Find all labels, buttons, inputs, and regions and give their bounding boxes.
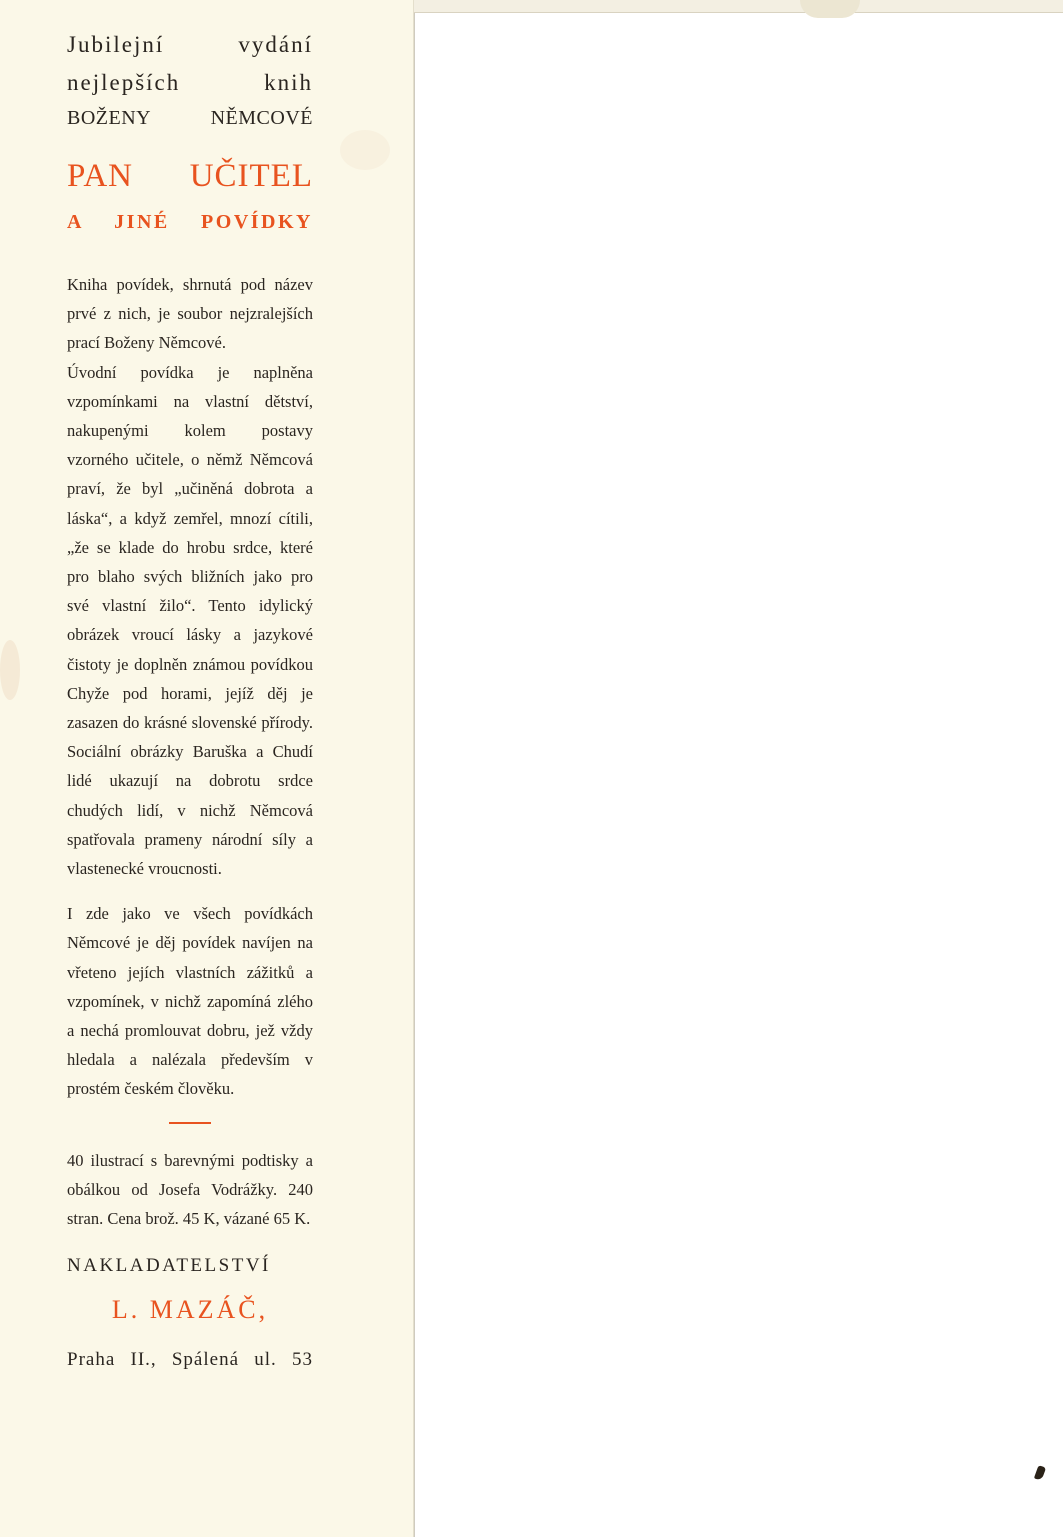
description-paragraph-3: I zde jako ve všech povídkách Němcové je děj povídek navíjen na vřeteno jejích vlastních zážitků a vzpomínek, v nichž zapomíná zlého a nechá promlouvat dobru, jež vždy hledala a nalézala především v prostém českém člověku.	[67, 904, 313, 1099]
paper-stain	[340, 130, 390, 170]
orange-divider	[169, 1122, 211, 1124]
book-subtitle: A JINÉ POVÍDKY	[67, 211, 313, 233]
author-name: BOŽENY NĚMCOVÉ	[67, 107, 313, 129]
top-paper-edge	[414, 0, 1063, 13]
flap-content	[67, 30, 313, 1373]
header-line-1: Jubilejní vydání	[67, 32, 313, 57]
paper-stain	[0, 640, 20, 700]
book-specs: 40 ilustrací s barevnými podtisky a obálkou od Josefa Vodrážky. 240 stran. Cena brož. 45 K, vázané 65 K.	[67, 1150, 313, 1229]
description-paragraph-1: Kniha povídek, shrnutá pod název prvé z nich, je soubor nejzralejších prací Boženy Němcové.	[67, 275, 313, 353]
paper-tear	[800, 0, 860, 18]
publisher-label: NAKLADATELSTVÍ	[67, 1255, 271, 1277]
jacket-flap	[0, 0, 414, 1537]
description-paragraph-2: Úvodní povídka je naplněna vzpomínkami na vlastní dětství, nakupenými kolem postavy vzorného učitele, o němž Němcová praví, že byl „učiněná dobrota a láska“, a když zemřel, mnozí cítili, „že se klade do hrobu srdce, které pro blaho svých bližních jako pro své vlastní žilo“. Tento idylický obrázek vroucí lásky a jazykové čistoty je doplněn známou povídkou Chyže pod horami, jejíž děj je zasazen do krásné slovenské přírody. Sociální obrázky Baruška a Chudí lidé ukazují na dobrotu srdce chudých lidí, v nichž Němcová spatřovala prameny národní síly a vlastenecké vroucnosti.	[67, 362, 313, 879]
publisher-address: Praha II., Spálená ul. 53	[67, 1349, 313, 1371]
publisher-name: L. MAZÁČ,	[111, 1295, 269, 1325]
header-line-2: nejlepších knih	[67, 70, 313, 95]
book-title: PAN UČITEL	[67, 158, 313, 194]
blank-right-sheet	[414, 0, 1063, 1537]
